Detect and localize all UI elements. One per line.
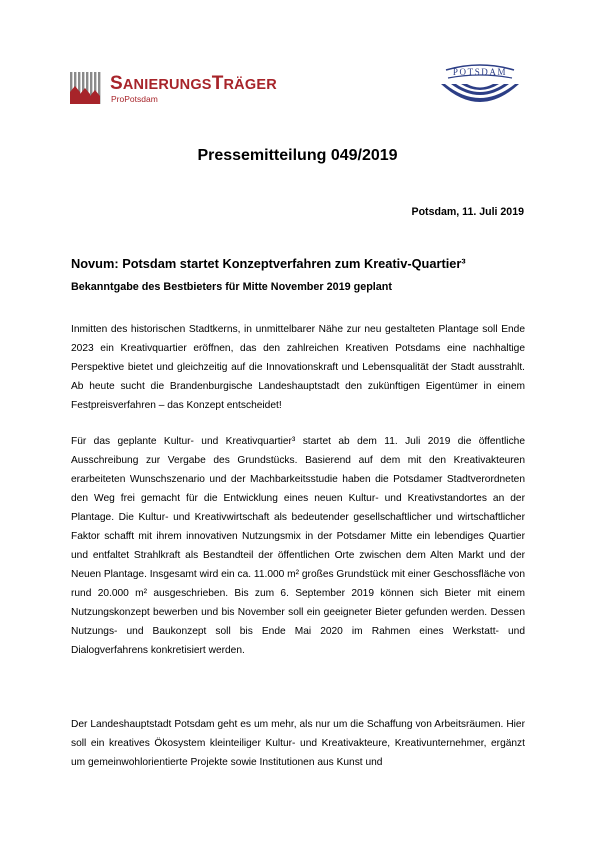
brand-subtitle: ProPotsdam (111, 94, 158, 104)
release-date: Potsdam, 11. Juli 2019 (411, 206, 524, 218)
body-paragraph-1: Inmitten des historischen Stadtkerns, in unmittelbarer Nähe zur neu gestalteten Plantage soll Ende 2023 ein Kreativquartier eröffnen, das den zahlreichen Kreativen Potsdams eine nachhaltige Perspektive bietet und gleichzeitig auf die Innovationskraft und Lebensqualität der Stadt ausstrahlt. Ab heute sucht die Brandenburgische Landeshauptstadt den zukünftigen Eigentümer in einem Festpreisverfahren – das Konzept entscheidet! (71, 324, 525, 411)
brand-name: SANIERUNGSTRÄGER (110, 73, 277, 94)
potsdam-logo (437, 62, 523, 116)
sanierungstraeger-logo (70, 70, 305, 106)
page-title: Pressemitteilung 049/2019 (197, 147, 398, 164)
potsdam-wordmark: POTSDAM (452, 67, 508, 77)
headline: Novum: Potsdam startet Konzeptverfahren zum Kreativ-Quartier³ (71, 256, 466, 271)
building-bars-icon (70, 70, 110, 106)
subheadline: Bekanntgabe des Bestbieters für Mitte November 2019 geplant (71, 281, 393, 293)
body-paragraph-3: Der Landeshauptstadt Potsdam geht es um mehr, als nur um die Schaffung von Arbeitsräumen. Hier soll ein kreatives Ökosystem kleinteiliger Kultur- und Kreativakteure, Kreativunternehmer, ergänzt um gemeinwohlorientierte Projekte sowie Institutionen aus Kunst und (71, 719, 525, 768)
body-paragraph-2: Für das geplante Kultur- und Kreativquartier³ startet ab dem 11. Juli 2019 die öffentliche Ausschreibung zur Vergabe des Grundstücks. Basierend auf dem mit den Kreativakteuren erarbeiteten Wunschszenario und der Machbarkeitsstudie haben die Potsdamer Stadtverordneten den Weg frei gemacht für die Entwicklung eines neuen Kultur- und Kreativstandortes an der Plantage. Die Kultur- und Kreativwirtschaft als bedeutender gesellschaftlicher und wirtschaftlicher Faktor schafft mit ihrem innovativen Nutzungsmix in der Potsdamer Mitte ein lebendiges Quartier und entfaltet Strahlkraft als Bestandteil der öffentlichen Orte zwischen dem Alten Markt und der Neuen Plantage. Insgesamt wird ein ca. 11.000 m² großes Grundstück mit einer Geschossfläche von rund 20.000 m² ausgeschrieben. Bis zum 6. September 2019 können sich Bieter mit einem Nutzungskonzept bewerben und bis November soll ein geeigneter Bieter gefunden werden. Dessen Nutzungs- und Baukonzept soll bis Ende Mai 2020 im Rahmen eines Werkstatt- und Dialogverfahrens konkretisiert werden. (71, 436, 525, 656)
